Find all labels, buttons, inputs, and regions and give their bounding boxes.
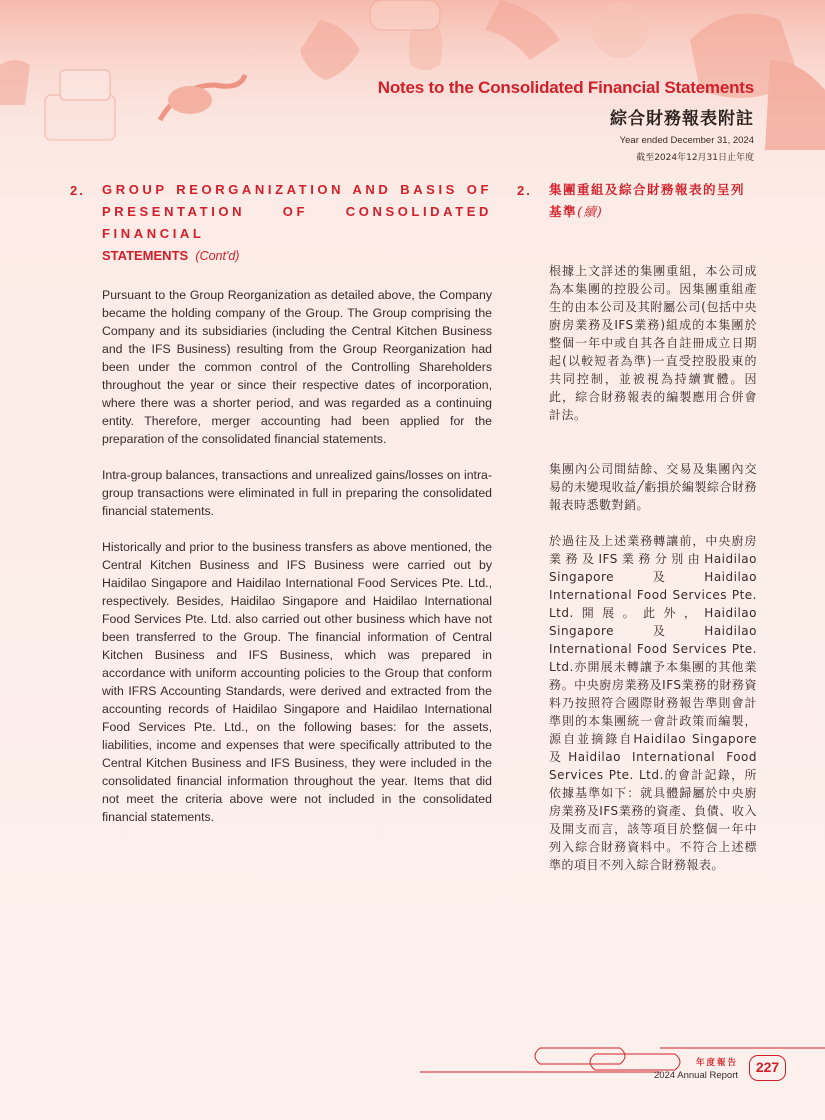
header-title-chinese: 綜合財務報表附註 (610, 109, 754, 129)
section-title-chinese (549, 179, 757, 223)
paragraph-business-transfers: Historically and prior to the business transfers as above mentioned, the Central Kitchen Business and IFS Business were carried out by Haidilao Singapore and Haidilao International Food Services Pte. Ltd., respectively. Besides, Haidilao Singapore and Haidilao International Food Services Pte. Ltd. also carried out other business which have not been transferred to the Group. The financial information of Central Kitchen Business and IFS Business, which was prepared in accordance with uniform accounting policies to the Group that conform with IFRS Accounting Standards, were derived and extracted from the accounting records of Haidilao Singapore and Haidilao International Food Services Pte. Ltd., on the following bases: for the assets, liabilities, income and expenses that were specifically attributed to the Central Kitchen Business and IFS Business, they were included in the consolidated financial information throughout the year. Items that did not meet the criteria above were not included in the consolidated financial statements. (102, 540, 492, 824)
chinese-column (517, 183, 757, 874)
header-period: Year ended December 31, 2024 (619, 135, 754, 146)
paragraph-intra-group: Intra-group balances, transactions and unrealized gains/losses on intra-group transactions were eliminated in full in preparing the consolidated financial statements. (102, 468, 492, 518)
page-header (378, 78, 754, 163)
annual-report-label-chinese: 年度報告 (695, 1058, 738, 1068)
section-title (102, 179, 492, 267)
annual-report-label: 2024 Annual Report (654, 1070, 738, 1081)
section-number-chinese: 2. (517, 183, 532, 198)
paragraph-group-reorganization-chinese: 根據上文詳述的集團重組，本公司成為本集團的控股公司。因集團重組產生的由本公司及其附屬公司(包括中央廚房業務及IFS業務)組成的本集團於整個一年中或自其各自註冊成立日期起(以較短者為準)一直受控股股東的共同控制，並被視為持續實體。因此，綜合財務報表的編製應用合併會計法。 (549, 264, 757, 422)
paragraph-intra-group-chinese: 集團內公司間結餘、交易及集團內交易的未變現收益╱虧損於編製綜合財務報表時悉數對銷。 (549, 462, 757, 512)
header-period-chinese: 截至2024年12月31日止年度 (636, 153, 754, 163)
section-number: 2. (70, 183, 85, 198)
section-heading (70, 183, 492, 267)
continued-label-chinese: (續) (577, 204, 604, 219)
header-title: Notes to the Consolidated Financial Statements (377, 78, 754, 97)
section-title-last-word: STATEMENTS (102, 248, 189, 263)
page-number: 227 (749, 1055, 786, 1081)
page-footer (654, 1056, 738, 1081)
english-column (70, 183, 492, 826)
paragraph-group-reorganization: Pursuant to the Group Reorganization as detailed above, the Company became the holding company of the Group. The Group comprising the Company and its subsidiaries (including the Central Kitchen Business and the IFS Business) resulting from the Group Reorganization had been under the common control of the Controlling Shareholders throughout the year or since their respective dates of incorporation, where there was a shorter period, and was regarded as a continuing entity. Therefore, merger accounting had been applied for the preparation of the consolidated financial statements. (102, 288, 492, 446)
section-title-chinese-text: 集團重組及綜合財務報表的呈列基準 (549, 182, 746, 219)
section-heading-chinese (517, 183, 757, 223)
paragraph-business-transfers-chinese: 於過往及上述業務轉讓前，中央廚房業務及IFS業務分別由Haidilao Singapore及Haidilao International Food Services Pte. Ltd.開展。此外，Haidilao Singapore及Haidilao International Food Services Pte. Ltd.亦開展未轉讓予本集團的其他業務。中央廚房業務及IFS業務的財務資料乃按照符合國際財務報告準則會計準則的本集團統一會計政策而編製，源自並摘錄自Haidilao Singapore及Haidilao International Food Services Pte. Ltd.的會計記錄，所依據基準如下：就具體歸屬於中央廚房業務及IFS業務的資產、負債、收入及開支而言，該等項目於整個一年中列入綜合財務資料中。不符合上述標準的項目不列入綜合財務報表。 (549, 534, 757, 872)
section-title-text: GROUP REORGANIZATION AND BASIS OF PRESENTATION OF CONSOLIDATED FINANCIAL (102, 182, 492, 241)
continued-label: (Cont'd) (195, 249, 240, 263)
